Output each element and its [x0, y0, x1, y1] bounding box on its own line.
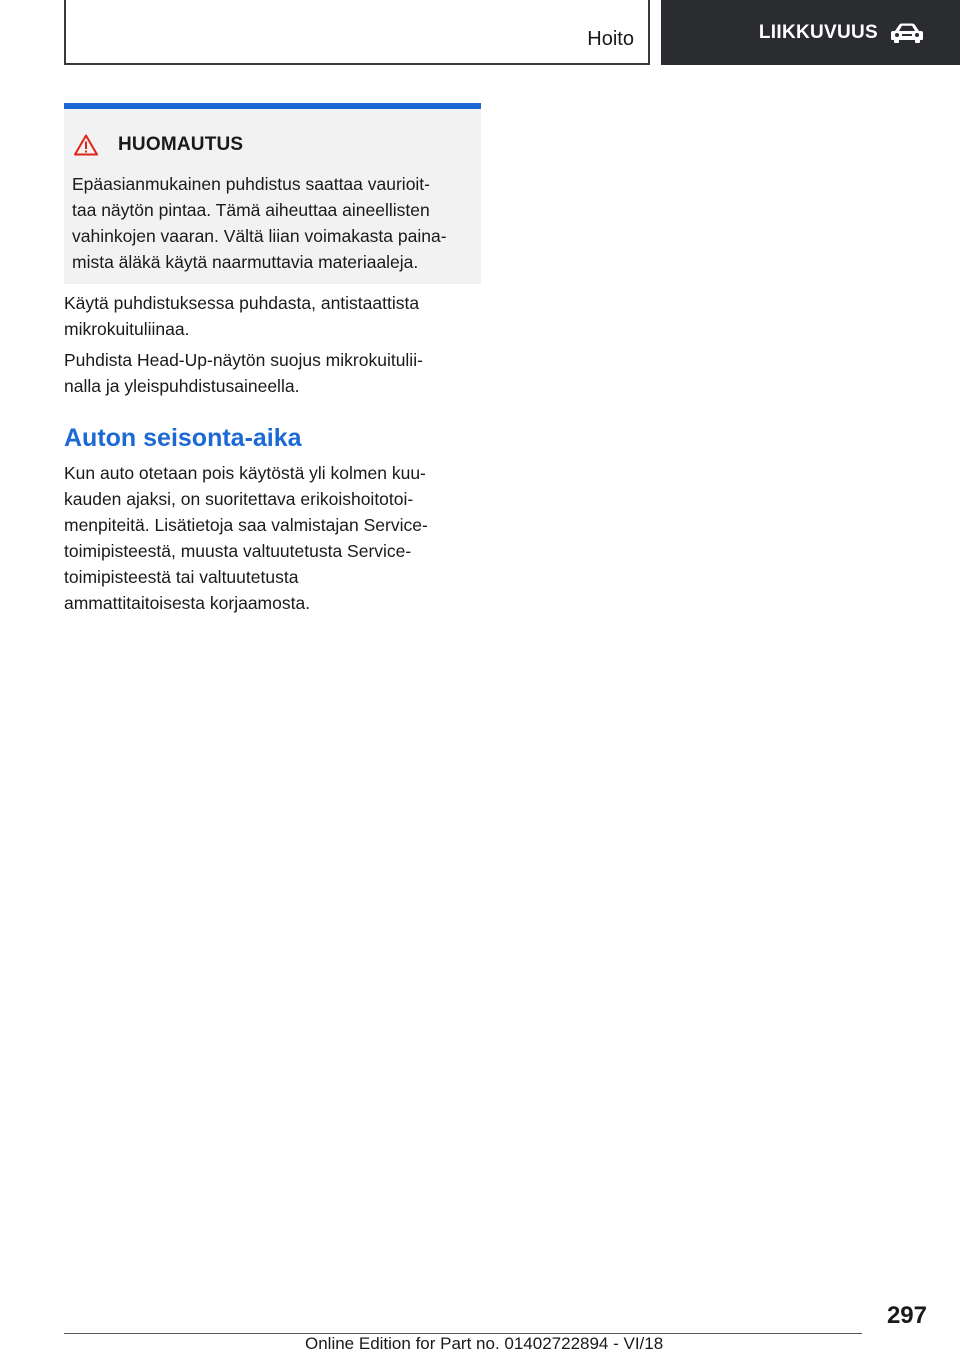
paragraph-line: Puhdista Head-Up-näytön suojus mikrokuitulii‐ [64, 350, 423, 370]
notice-box [64, 103, 481, 284]
header-chapter-tab [661, 0, 960, 65]
notice-body [72, 171, 472, 275]
section-body [64, 460, 428, 616]
notice-title-row [74, 134, 243, 156]
header-section-box [64, 0, 650, 65]
section-line: toimipisteestä tai valtuutetusta [64, 567, 299, 587]
notice-line: Epäasianmukainen puhdistus saattaa vaurioit‐ [72, 174, 430, 194]
section-line: kauden ajaksi, on suoritettava erikoishoitotoi‐ [64, 489, 414, 509]
section-heading: Auton seisonta-aika [64, 424, 302, 452]
notice-line: vahinkojen vaaran. Vältä liian voimakasta paina‐ [72, 226, 447, 246]
paragraph-hud-cleaning [64, 347, 423, 399]
notice-line: mista äläkä käytä naarmuttavia materiaaleja. [72, 252, 419, 272]
section-line: toimipisteestä, muusta valtuutetusta Service- [64, 541, 412, 561]
warning-triangle-icon [74, 134, 98, 156]
paragraph-cleaning-cloth [64, 290, 419, 342]
section-line: menpiteitä. Lisätietoja saa valmistajan Service- [64, 515, 428, 535]
section-line: ammattitaitoisesta korjaamosta. [64, 593, 311, 613]
notice-title: HUOMAUTUS [118, 134, 244, 155]
section-line: Kun auto otetaan pois käytöstä yli kolmen kuu‐ [64, 463, 426, 483]
header-section-title: Hoito [587, 28, 634, 50]
header-chapter-label: LIIKKUVUUS [758, 21, 878, 43]
page-number: 297 [886, 1302, 927, 1329]
notice-line: taa näytön pintaa. Tämä aiheuttaa aineellisten [72, 200, 430, 220]
paragraph-line: mikrokuituliinaa. [64, 319, 190, 339]
footer-edition-text: Online Edition for Part no. 01402722894 - VI/18 [305, 1334, 664, 1353]
car-icon [890, 22, 924, 44]
paragraph-line: nalla ja yleispuhdistusaineella. [64, 376, 300, 396]
paragraph-line: Käytä puhdistuksessa puhdasta, antistaattista [64, 293, 420, 313]
